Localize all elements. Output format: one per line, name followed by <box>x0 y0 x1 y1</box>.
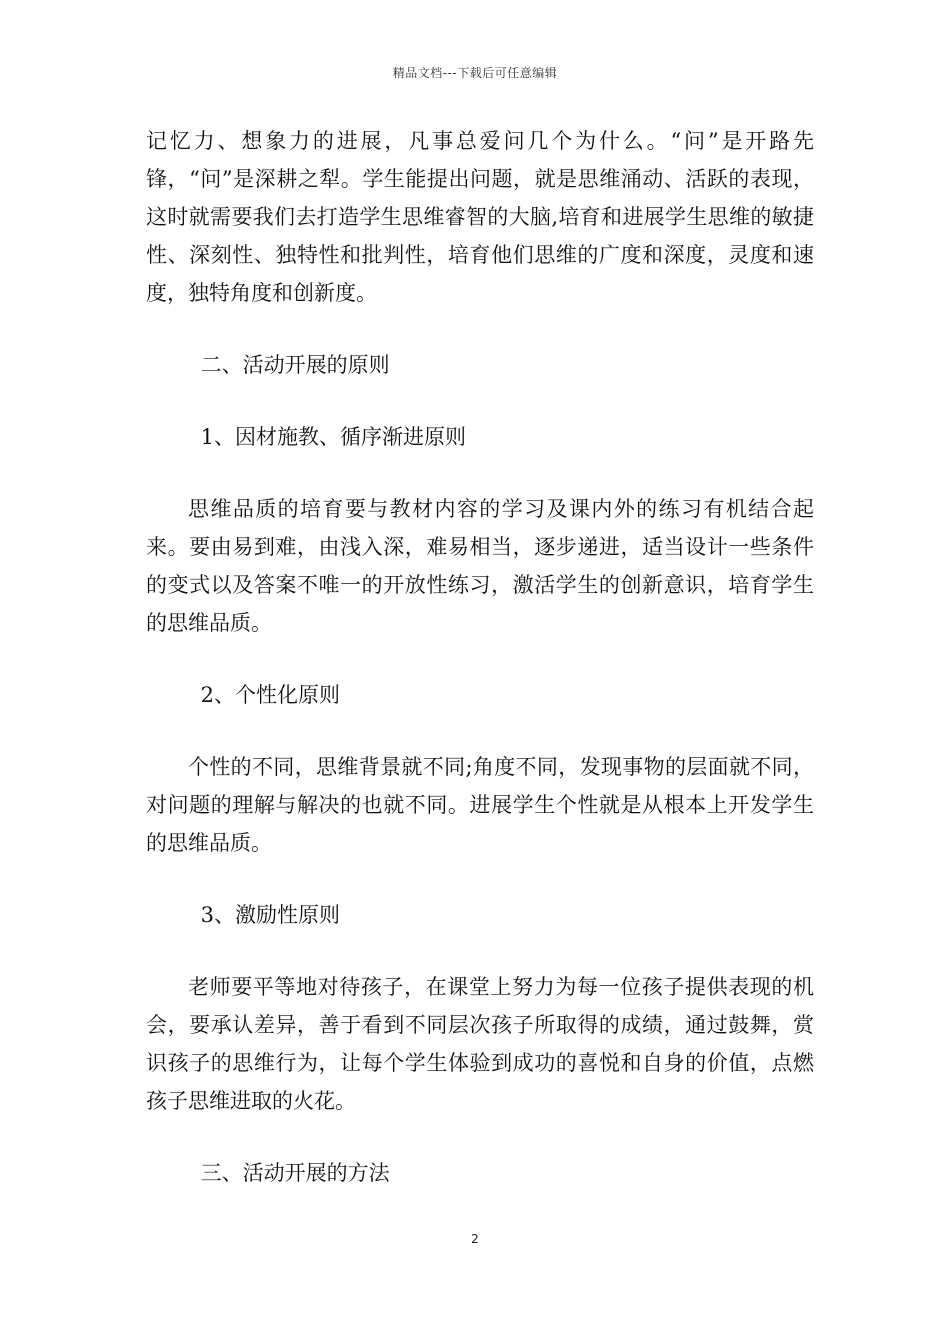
document-body <box>146 122 814 1192</box>
section-heading-principles: 二、活动开展的原则 <box>200 353 390 377</box>
subheading-principle-1: 1、因材施教、循序渐进原则 <box>200 425 466 449</box>
spacer <box>146 1120 814 1154</box>
paragraph-principle-2: 个性的不同，思维背景就不同;角度不同，发现事物的层面就不同，对问题的理解与解决的也就不同。进展学生个性就是从根本上开发学生的思维品质。 <box>146 755 814 855</box>
subheading-principle-2: 2、个性化原则 <box>200 683 340 707</box>
paragraph-principle-1: 思维品质的培育要与教材内容的学习及课内外的练习有机结合起来。要由易到难，由浅入深，难易相当，逐步递进，适当设计一些条件的变式以及答案不唯一的开放性练习，激活学生的创新意识，培育学生的思维品质。 <box>146 497 814 635</box>
subheading-principle-3: 3、激励性原则 <box>200 903 340 927</box>
paragraph-intro: 记忆力、想象力的进展，凡事总爱问几个为什么。“问”是开路先锋，“问”是深耕之犁。学生能提出问题，就是思维涌动、活跃的表现，这时就需要我们去打造学生思维睿智的大脑,培育和进展学生思维的敏捷性、深刻性、独特性和批判性，培育他们思维的广度和深度，灵度和速度，独特角度和创新度。 <box>146 129 814 305</box>
spacer <box>146 384 814 418</box>
spacer <box>146 312 814 346</box>
page-header: 精品文档---下载后可任意编辑 <box>392 66 558 80</box>
spacer <box>146 456 814 490</box>
spacer <box>146 862 814 896</box>
spacer <box>146 642 814 676</box>
paragraph-principle-3: 老师要平等地对待孩子，在课堂上努力为每一位孩子提供表现的机会，要承认差异，善于看到不同层次孩子所取得的成绩，通过鼓舞，赏识孩子的思维行为，让每个学生体验到成功的喜悦和自身的价值，点燃孩子思维进取的火花。 <box>146 975 814 1113</box>
spacer <box>146 934 814 968</box>
spacer <box>146 714 814 748</box>
page-number: 2 <box>471 1232 479 1246</box>
section-heading-methods: 三、活动开展的方法 <box>200 1161 390 1185</box>
